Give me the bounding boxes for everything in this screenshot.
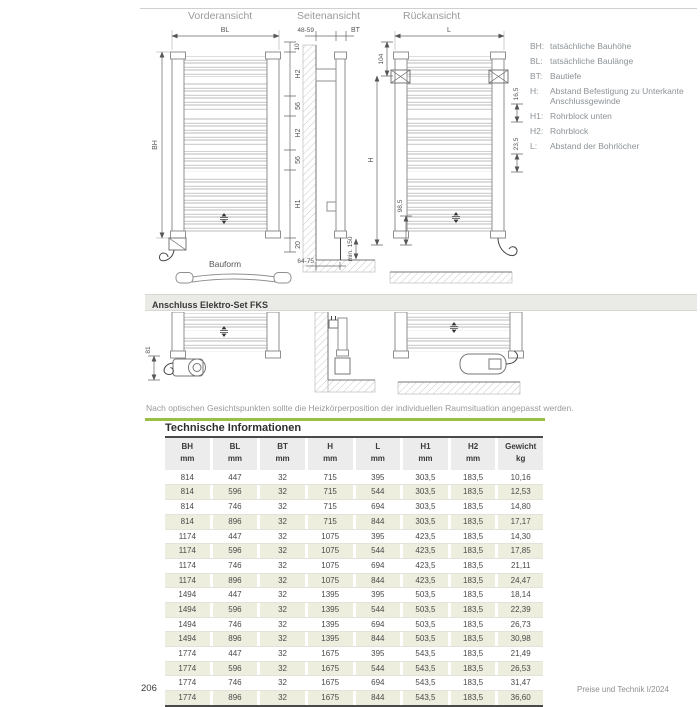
table-cell: 14,80 bbox=[510, 502, 531, 512]
top-rule bbox=[140, 8, 697, 9]
table-row bbox=[165, 588, 543, 603]
table-cell: 423,5 bbox=[403, 544, 448, 558]
table-cell: 423,5 bbox=[415, 560, 436, 570]
legend-text: Rohrblock bbox=[550, 126, 589, 137]
dim-bl: BL bbox=[220, 27, 230, 34]
dim-10: 10 bbox=[294, 43, 301, 51]
table-cell: 814 bbox=[165, 515, 210, 529]
table-cell: 447 bbox=[228, 472, 242, 482]
dim-h2-a: H2 bbox=[295, 69, 302, 79]
dim-56-a: 56 bbox=[295, 102, 302, 110]
table-cell: 32 bbox=[260, 691, 305, 705]
table-body bbox=[165, 471, 543, 705]
table-cell: 183,5 bbox=[463, 560, 484, 570]
table-cell: 183,5 bbox=[451, 603, 496, 617]
legend-item bbox=[530, 71, 700, 81]
table-cell: 22,39 bbox=[498, 603, 543, 617]
table-cell: 1075 bbox=[321, 560, 340, 570]
view-title-side: Seitenansicht bbox=[297, 10, 361, 22]
table-row bbox=[165, 515, 543, 530]
table-cell: 183,5 bbox=[451, 662, 496, 676]
edition-label: Preise und Technik I/2024 bbox=[577, 685, 669, 694]
table-cell: 423,5 bbox=[403, 574, 448, 588]
table-cell: 395 bbox=[371, 531, 385, 541]
table-cell: 844 bbox=[356, 574, 401, 588]
table-cell: 303,5 bbox=[415, 472, 436, 482]
legend-item bbox=[530, 56, 700, 66]
table-cell: 896 bbox=[213, 515, 258, 529]
legend-item bbox=[530, 126, 700, 136]
fks-side-drawing bbox=[315, 312, 375, 392]
dim-23-5: 23,5 bbox=[513, 137, 520, 151]
dim-l: L bbox=[447, 27, 451, 34]
technical-drawings bbox=[140, 20, 530, 290]
table-cell: 746 bbox=[228, 678, 242, 688]
table-cell: 1395 bbox=[308, 632, 353, 646]
legend-key: BH: bbox=[530, 41, 545, 51]
power-cable-icon bbox=[164, 363, 173, 375]
table-cell: 543,5 bbox=[415, 678, 436, 688]
side-view-drawing bbox=[297, 27, 375, 272]
column-header: H mm bbox=[308, 438, 353, 470]
table-cell: 814 bbox=[180, 502, 194, 512]
table-row bbox=[165, 647, 543, 662]
table-cell: 18,14 bbox=[510, 590, 531, 600]
table-cell: 32 bbox=[278, 649, 288, 659]
table-cell: 1494 bbox=[178, 619, 197, 629]
table-cell: 844 bbox=[356, 515, 401, 529]
table-row bbox=[165, 485, 543, 500]
table-cell: 17,17 bbox=[498, 515, 543, 529]
dim-h2-b: H2 bbox=[295, 128, 302, 138]
table-cell: 715 bbox=[308, 515, 353, 529]
legend-item bbox=[530, 141, 700, 151]
table-cell: 21,11 bbox=[510, 560, 531, 570]
wall-bracket-icon bbox=[316, 69, 336, 81]
table-cell: 26,73 bbox=[510, 619, 531, 629]
column-header: H2 mm bbox=[451, 438, 496, 470]
table-cell: 21,49 bbox=[510, 649, 531, 659]
table-cell: 26,53 bbox=[498, 662, 543, 676]
table-cell: 32 bbox=[260, 485, 305, 499]
table-row bbox=[165, 603, 543, 618]
table-cell: 1075 bbox=[308, 574, 353, 588]
electro-set-icon bbox=[335, 358, 350, 374]
table-row bbox=[165, 530, 543, 545]
table-cell: 544 bbox=[356, 603, 401, 617]
table-cell: 1774 bbox=[178, 649, 197, 659]
table-cell: 814 bbox=[180, 472, 194, 482]
table-cell: 1174 bbox=[165, 544, 210, 558]
legend-key: H: bbox=[530, 86, 539, 97]
fks-back-drawing bbox=[394, 312, 524, 394]
table-cell: 447 bbox=[228, 590, 242, 600]
table-cell: 715 bbox=[323, 472, 337, 482]
legend-item bbox=[530, 111, 700, 121]
table-cell: 694 bbox=[371, 560, 385, 570]
legend-text: Bautiefe bbox=[550, 71, 582, 82]
table-row bbox=[165, 618, 543, 633]
table-cell: 32 bbox=[260, 662, 305, 676]
fks-drawings bbox=[140, 312, 540, 400]
table-cell: 30,98 bbox=[498, 632, 543, 646]
dim-98-5: 98,5 bbox=[397, 199, 404, 213]
table-cell: 694 bbox=[371, 678, 385, 688]
table-cell: 715 bbox=[308, 485, 353, 499]
table-cell: 32 bbox=[278, 560, 288, 570]
table-cell: 447 bbox=[228, 531, 242, 541]
dim-bh: BH bbox=[152, 140, 159, 150]
table-cell: 32 bbox=[260, 632, 305, 646]
table-cell: 1395 bbox=[321, 590, 340, 600]
table-cell: 183,5 bbox=[451, 691, 496, 705]
table-cell: 814 bbox=[165, 485, 210, 499]
dim-min-150: min. 150 bbox=[347, 236, 354, 262]
table-cell: 1494 bbox=[165, 632, 210, 646]
table-cell: 17,85 bbox=[498, 544, 543, 558]
table-cell: 395 bbox=[371, 472, 385, 482]
legend-text: Abstand der Bohrlöcher bbox=[550, 141, 640, 152]
column-header: Gewicht kg bbox=[498, 438, 543, 470]
table-cell: 395 bbox=[371, 649, 385, 659]
dim-81: 81 bbox=[145, 346, 152, 354]
table-cell: 1675 bbox=[321, 678, 340, 688]
table-cell: 1675 bbox=[308, 691, 353, 705]
table-cell: 844 bbox=[356, 632, 401, 646]
column-header: L mm bbox=[356, 438, 401, 470]
table-cell: 32 bbox=[278, 502, 288, 512]
table-cell: 183,5 bbox=[463, 502, 484, 512]
table-cell: 1675 bbox=[308, 662, 353, 676]
back-view-drawing bbox=[368, 27, 523, 283]
column-header: BH mm bbox=[165, 438, 210, 470]
table-row bbox=[165, 500, 543, 515]
front-view-drawing bbox=[152, 27, 302, 283]
legend-key: H1: bbox=[530, 111, 544, 122]
legend-text: tatsächliche Bauhöhe bbox=[550, 41, 632, 51]
wall-hatch bbox=[303, 45, 316, 272]
table-cell: 183,5 bbox=[463, 649, 484, 659]
valve-icon bbox=[327, 202, 336, 211]
table-cell: 183,5 bbox=[463, 678, 484, 688]
table-cell: 183,5 bbox=[463, 590, 484, 600]
table-row bbox=[165, 662, 543, 677]
dim-16-5: 16,5 bbox=[513, 87, 520, 101]
table-cell: 543,5 bbox=[415, 649, 436, 659]
table-cell: 715 bbox=[323, 502, 337, 512]
table-cell: 596 bbox=[213, 662, 258, 676]
view-title-front: Vorderansicht bbox=[188, 10, 253, 22]
table-cell: 32 bbox=[260, 574, 305, 588]
table-cell: 31,47 bbox=[510, 678, 531, 688]
table-row bbox=[165, 632, 543, 647]
table-cell: 32 bbox=[260, 603, 305, 617]
table-cell: 746 bbox=[228, 502, 242, 512]
table-header-row bbox=[165, 436, 543, 470]
table-cell: 503,5 bbox=[403, 603, 448, 617]
table-cell: 503,5 bbox=[403, 632, 448, 646]
table-cell: 1075 bbox=[308, 544, 353, 558]
dim-64-75: 64-75 bbox=[297, 258, 314, 265]
table-cell: 32 bbox=[278, 619, 288, 629]
fks-section-bar bbox=[145, 294, 697, 311]
table-cell: 1075 bbox=[321, 531, 340, 541]
table-cell: 303,5 bbox=[403, 485, 448, 499]
table-cell: 395 bbox=[371, 590, 385, 600]
table-cell: 36,60 bbox=[498, 691, 543, 705]
table-cell: 32 bbox=[278, 590, 288, 600]
table-cell: 32 bbox=[278, 678, 288, 688]
dim-h1: H1 bbox=[295, 199, 302, 209]
table-cell: 844 bbox=[356, 691, 401, 705]
page-number: 206 bbox=[141, 683, 157, 694]
table-cell: 544 bbox=[356, 485, 401, 499]
legend-item bbox=[530, 41, 700, 51]
green-divider bbox=[145, 418, 545, 421]
column-header: H1 mm bbox=[403, 438, 448, 470]
legend bbox=[530, 41, 700, 156]
table-cell: 694 bbox=[371, 619, 385, 629]
bauform-label: Bauform bbox=[208, 259, 242, 269]
legend-key: BT: bbox=[530, 71, 543, 82]
table-cell: 896 bbox=[213, 691, 258, 705]
table-cell: 1174 bbox=[178, 531, 196, 541]
floor-hatch bbox=[390, 272, 512, 283]
legend-text: tatsächliche Baulänge bbox=[550, 56, 634, 67]
table-cell: 1174 bbox=[165, 574, 210, 588]
table-cell: 1395 bbox=[321, 619, 340, 629]
table-cell: 543,5 bbox=[403, 691, 448, 705]
table-cell: 183,5 bbox=[451, 632, 496, 646]
table-cell: 1494 bbox=[165, 603, 210, 617]
fks-front-drawing bbox=[145, 312, 281, 380]
table-cell: 694 bbox=[371, 502, 385, 512]
dim-56-b: 56 bbox=[295, 156, 302, 164]
table-cell: 24,47 bbox=[498, 574, 543, 588]
table-cell: 423,5 bbox=[415, 531, 436, 541]
table-cell: 183,5 bbox=[463, 619, 484, 629]
legend-text: Rohrblock unten bbox=[550, 111, 612, 122]
table-cell: 503,5 bbox=[415, 590, 436, 600]
table-cell: 596 bbox=[213, 603, 258, 617]
table-cell: 544 bbox=[356, 544, 401, 558]
table-cell: 1774 bbox=[178, 678, 197, 688]
fks-section-title: Anschluss Elektro-Set FKS bbox=[152, 300, 269, 310]
table-cell: 32 bbox=[278, 472, 288, 482]
table-cell: 1174 bbox=[178, 560, 196, 570]
power-cable-icon bbox=[159, 250, 174, 261]
table-title: Technische Informationen bbox=[165, 422, 302, 434]
tech-info-table bbox=[165, 436, 543, 707]
table-cell: 1774 bbox=[165, 691, 210, 705]
legend-key: L: bbox=[530, 141, 538, 152]
table-cell: 183,5 bbox=[451, 485, 496, 499]
table-row bbox=[165, 559, 543, 574]
positioning-note: Nach optischen Gesichtspunkten sollte die Heizkörperposition der individuellen Raumsituation angepasst werden. bbox=[146, 403, 574, 413]
electro-set-icon bbox=[460, 354, 506, 374]
legend-key: H2: bbox=[530, 126, 544, 137]
table-row bbox=[165, 471, 543, 486]
table-row bbox=[165, 574, 543, 589]
table-cell: 1494 bbox=[178, 590, 197, 600]
table-cell: 544 bbox=[356, 662, 401, 676]
column-header: BT mm bbox=[260, 438, 305, 470]
table-cell: 1395 bbox=[308, 603, 353, 617]
power-cable-icon bbox=[498, 238, 517, 256]
table-cell: 303,5 bbox=[415, 502, 436, 512]
table-cell: 183,5 bbox=[463, 472, 484, 482]
dim-104: 104 bbox=[378, 53, 385, 65]
table-cell: 596 bbox=[213, 485, 258, 499]
table-cell: 32 bbox=[260, 544, 305, 558]
table-cell: 896 bbox=[213, 574, 258, 588]
table-cell: 12,53 bbox=[498, 485, 543, 499]
table-cell: 447 bbox=[228, 649, 242, 659]
dim-20: 20 bbox=[295, 241, 302, 249]
table-cell: 543,5 bbox=[403, 662, 448, 676]
legend-text: Abstand Befestigung zu Unterkante Anschlussgewinde bbox=[550, 86, 684, 107]
dim-h: H bbox=[368, 157, 375, 163]
table-cell: 303,5 bbox=[403, 515, 448, 529]
table-cell: 183,5 bbox=[463, 531, 484, 541]
legend-item bbox=[530, 86, 700, 106]
view-title-back: Rückansicht bbox=[403, 10, 461, 22]
table-cell: 596 bbox=[213, 544, 258, 558]
table-cell: 746 bbox=[228, 619, 242, 629]
table-cell: 32 bbox=[260, 515, 305, 529]
column-header: BL mm bbox=[213, 438, 258, 470]
table-cell: 746 bbox=[228, 560, 242, 570]
table-row bbox=[165, 544, 543, 559]
dim-48-59: 48-59 bbox=[297, 27, 314, 34]
table-cell: 896 bbox=[213, 632, 258, 646]
table-cell: 14,30 bbox=[510, 531, 531, 541]
table-cell: 183,5 bbox=[451, 515, 496, 529]
table-cell: 1675 bbox=[321, 649, 340, 659]
floor-hatch bbox=[398, 382, 520, 394]
table-cell: 183,5 bbox=[451, 544, 496, 558]
table-cell: 1774 bbox=[165, 662, 210, 676]
bauform-profile-icon bbox=[176, 273, 291, 284]
plug-icon bbox=[329, 316, 338, 328]
table-cell: 10,16 bbox=[510, 472, 531, 482]
table-cell: 503,5 bbox=[415, 619, 436, 629]
table-row bbox=[165, 691, 543, 705]
table-cell: 32 bbox=[278, 531, 288, 541]
legend-key: BL: bbox=[530, 56, 543, 67]
dim-bt: BT bbox=[351, 27, 360, 34]
table-cell: 183,5 bbox=[451, 574, 496, 588]
table-row bbox=[165, 676, 543, 691]
